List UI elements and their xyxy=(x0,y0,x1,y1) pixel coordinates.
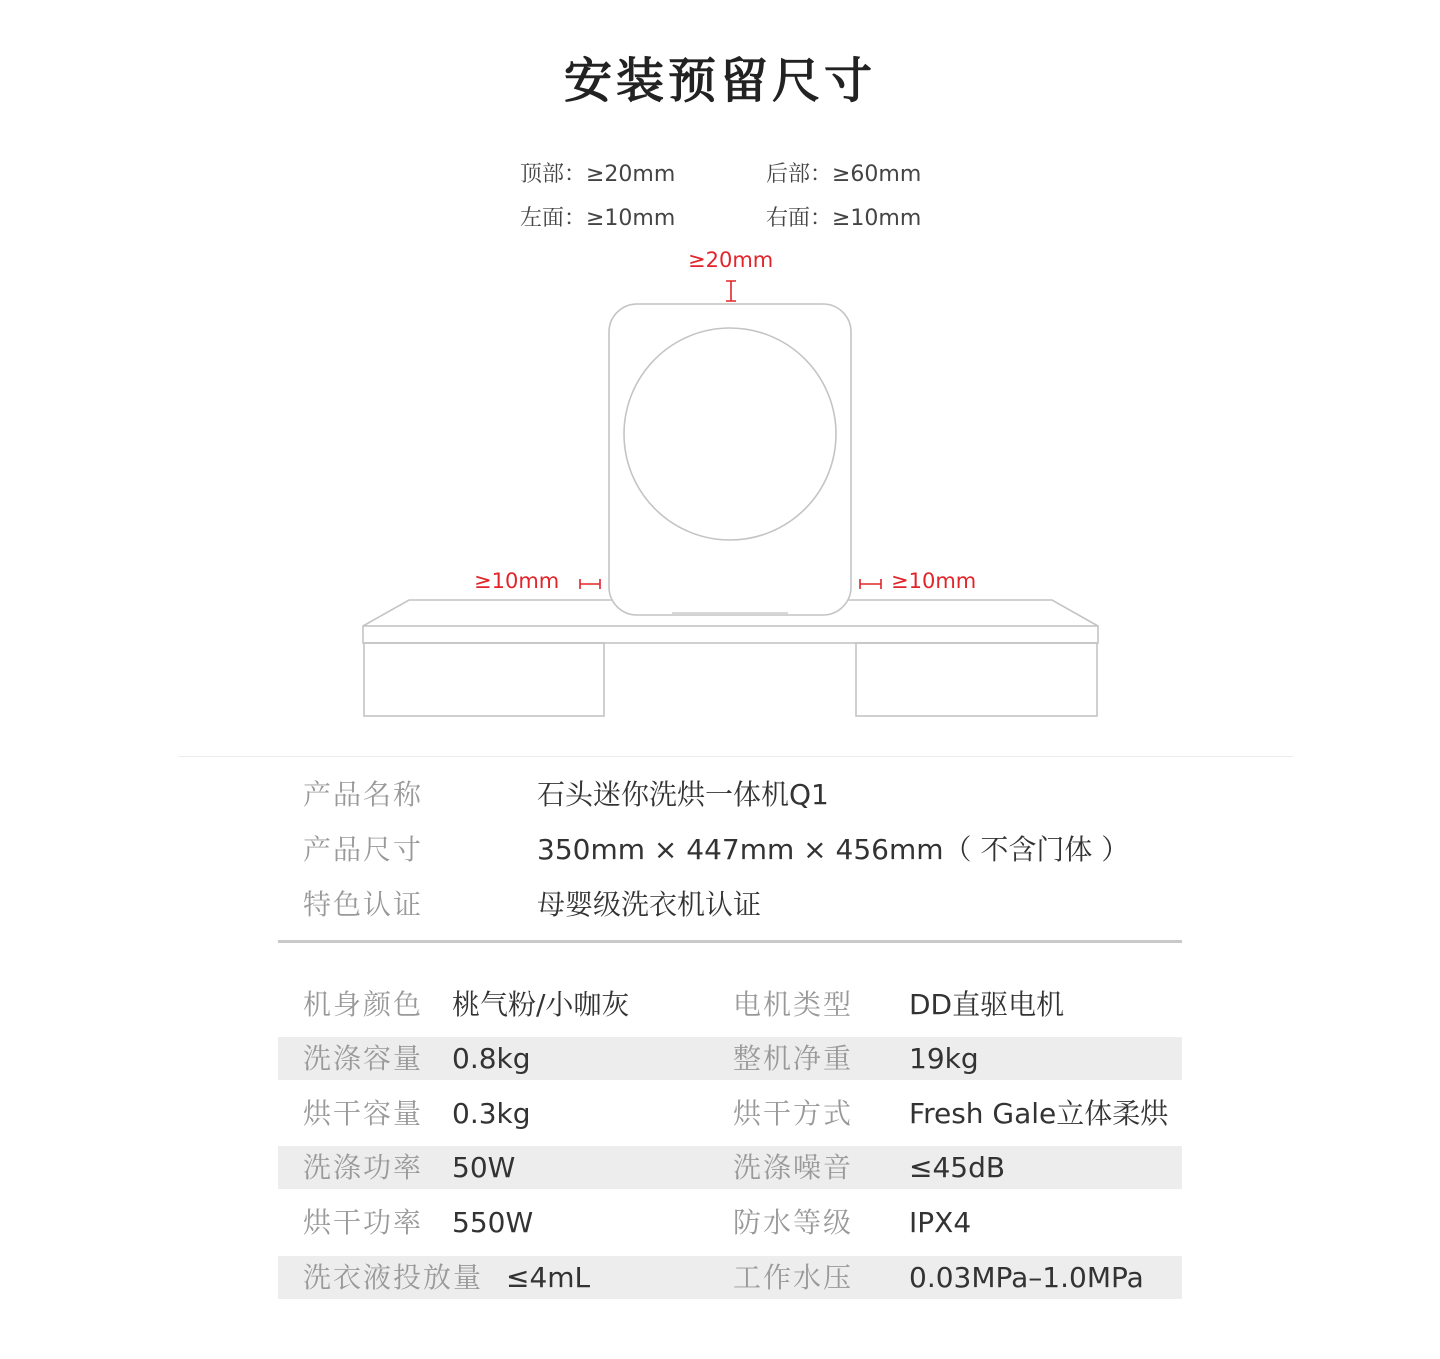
clearance-left: 左面：≥10mm xyxy=(520,206,676,231)
spec-value: 50W xyxy=(452,1151,516,1184)
clearance-back: 后部：≥60mm xyxy=(766,162,922,187)
clearance-right: 右面：≥10mm xyxy=(766,206,922,231)
shelf-front-edge xyxy=(363,626,1098,643)
spec-divider xyxy=(278,940,1182,943)
spec-value: 19kg xyxy=(909,1042,979,1075)
shelf-right-drawer xyxy=(856,643,1097,716)
spec-row xyxy=(278,1146,1182,1189)
spec-value: IPX4 xyxy=(909,1206,972,1239)
section-divider xyxy=(178,756,1293,757)
product-size-label: 产品尺寸 xyxy=(303,833,424,866)
product-name-value: 石头迷你洗烘一体机Q1 xyxy=(537,778,829,811)
spec-value: 0.03MPa–1.0MPa xyxy=(909,1261,1144,1294)
spec-row xyxy=(278,1092,1182,1135)
left-gap-label: ≥10mm xyxy=(474,569,560,593)
spec-label: 洗衣液投放量 xyxy=(303,1261,484,1294)
certification-value: 母婴级洗衣机认证 xyxy=(537,888,762,921)
spec-value: 0.8kg xyxy=(452,1042,531,1075)
spec-label: 整机净重 xyxy=(733,1042,854,1075)
spec-label: 洗涤噪音 xyxy=(733,1151,854,1184)
spec-label: 洗涤功率 xyxy=(303,1151,424,1184)
clearance-top: 顶部：≥20mm xyxy=(520,162,676,187)
spec-value: 桃气粉/小咖灰 xyxy=(452,988,630,1021)
top-gap-marker xyxy=(726,281,736,301)
washer-body xyxy=(609,304,851,615)
top-gap-label: ≥20mm xyxy=(688,248,774,272)
page-title: 安装预留尺寸 xyxy=(563,53,876,109)
spec-value: DD直驱电机 xyxy=(909,988,1065,1021)
spec-label: 工作水压 xyxy=(733,1261,854,1294)
spec-label: 洗涤容量 xyxy=(303,1042,424,1075)
spec-row xyxy=(278,1256,1182,1299)
right-gap-marker xyxy=(860,579,881,589)
spec-label: 防水等级 xyxy=(733,1206,854,1239)
spec-label: 烘干方式 xyxy=(733,1097,854,1130)
spec-value: ≤45dB xyxy=(909,1151,1006,1184)
spec-value: ≤4mL xyxy=(506,1261,591,1294)
spec-label: 烘干容量 xyxy=(303,1097,424,1130)
spec-value: 0.3kg xyxy=(452,1097,531,1130)
certification-label: 特色认证 xyxy=(303,888,424,921)
spec-value: 550W xyxy=(452,1206,534,1239)
product-size-value: 350mm × 447mm × 456mm（ 不含门体 ） xyxy=(537,833,1130,866)
spec-label: 机身颜色 xyxy=(303,988,424,1021)
product-name-label: 产品名称 xyxy=(303,778,424,811)
left-gap-marker xyxy=(580,579,600,589)
spec-row xyxy=(278,983,1182,1026)
spec-value: Fresh Gale立体柔烘 xyxy=(909,1097,1169,1130)
spec-row xyxy=(278,1201,1182,1244)
spec-row xyxy=(278,1037,1182,1080)
shelf-left-drawer xyxy=(364,643,604,716)
right-gap-label: ≥10mm xyxy=(891,569,977,593)
spec-label: 电机类型 xyxy=(733,988,854,1021)
spec-label: 烘干功率 xyxy=(303,1206,424,1239)
